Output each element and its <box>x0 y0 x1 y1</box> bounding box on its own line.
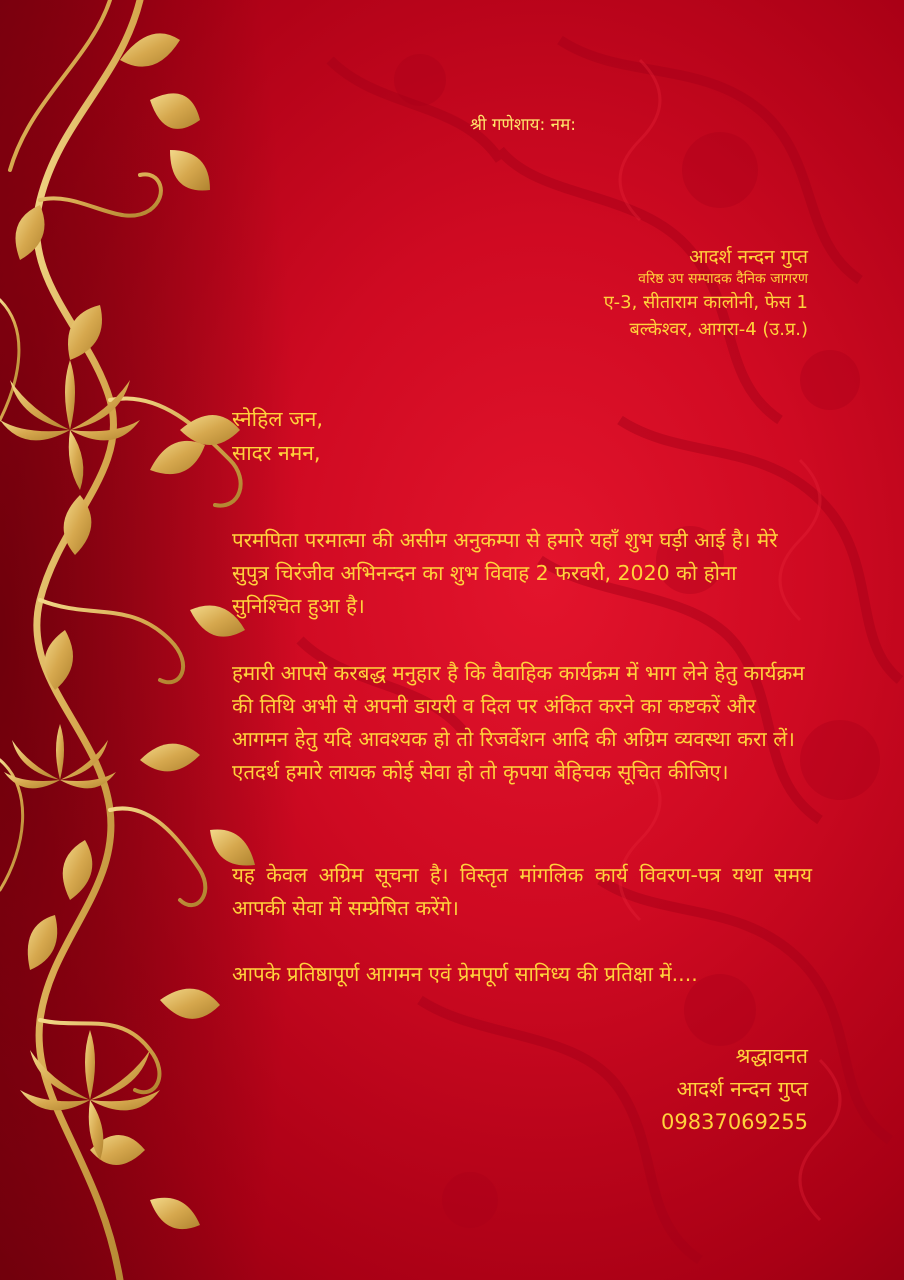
closing-name: आदर्श नन्दन गुप्त <box>676 1077 808 1101</box>
salutation <box>232 402 323 470</box>
closing-phone: 09837069255 <box>661 1110 808 1134</box>
body-paragraph-4: आपके प्रतिष्ठापूर्ण आगमन एवं प्रेमपूर्ण सानिध्य की प्रतिक्षा में.... <box>232 961 698 986</box>
body-paragraph-2: हमारी आपसे करबद्ध मनुहार है कि वैवाहिक कार्यक्रम में भाग लेने हेतु कार्यक्रम की तिथि अभी से अपनी डायरी व दिल पर अंकित करने का कष्टकरें और आगमन हेतु यदि आवश्यक हो तो रिजर्वेशन आदि की अग्रिम व्यवस्था करा लें। एतदर्थ हमारे लायक कोई सेवा हो तो कृपया बेहिचक सूचित कीजिए। <box>232 660 805 784</box>
sender-block <box>604 245 808 343</box>
sender-address-line2: बल्केश्वर, आगरा-4 (उ.प्र.) <box>629 319 808 340</box>
sender-address-line1: ए-3, सीताराम कालोनी, फेस 1 <box>603 292 808 313</box>
invocation-text: श्री गणेशाय: नम: <box>470 115 576 135</box>
sender-name: आदर्श नन्दन गुप्त <box>689 246 808 268</box>
salutation-line1: स्नेहिल जन, <box>232 407 324 431</box>
body-paragraph-3: यह केवल अग्रिम सूचना है। विस्तृत मांगलिक कार्य विवरण-पत्र यथा समय आपकी सेवा में सम्प्रेषित करेंगे। <box>232 862 812 920</box>
gold-floral-vine-decoration <box>0 0 300 1280</box>
closing-regards: श्रद्धावनत <box>735 1044 808 1068</box>
closing-block <box>661 1040 808 1139</box>
salutation-line2: सादर नमन, <box>232 441 321 465</box>
body-paragraph-1: परमपिता परमात्मा की असीम अनुकम्पा से हमारे यहाँ शुभ घड़ी आई है। मेरे सुपुत्र चिरंजीव अभिनन्दन का शुभ विवाह 2 फरवरी, 2020 को होना सुनिश्चित हुआ है। <box>232 527 778 618</box>
sender-designation: वरिष्ठ उप सम्पादक दैनिक जागरण <box>638 271 808 287</box>
